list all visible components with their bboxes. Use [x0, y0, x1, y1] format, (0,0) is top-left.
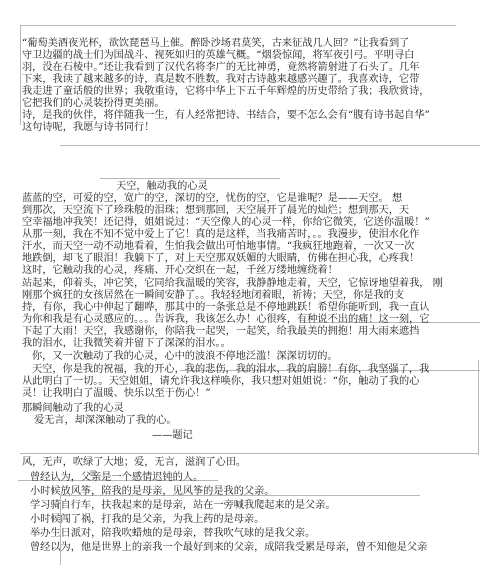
essay-title: 天空，触动我的心灵: [116, 181, 208, 192]
guide-rule: [20, 453, 478, 454]
text-line: 学习骑自行车，扶我起来的是母亲，站在一旁喊我爬起来的是父亲。: [30, 500, 336, 511]
text-line: 地跌倒，却飞了眼泪！我躺下了，对上天空那双妖媚的大眼睛，仿佛在担心我，心疼我！: [22, 253, 420, 264]
text-line: 持，有你，我心中伸起了翻哗，那其中的一条张总是不停地跳跃！希望你能听到，我一直认: [22, 302, 430, 313]
guide-rule: [20, 25, 21, 125]
guide-rule: [100, 178, 280, 179]
text-line: 这句诗呢，我愿与诗书同行！: [22, 122, 155, 133]
poem-line: 爱无言，却深深触动了我的心。: [34, 415, 177, 426]
text-line: 曾经认为，父亲是一个感情迟钝的人。: [30, 472, 204, 483]
text-line: 小时候放风筝，陪我的是母亲，见风筝的是我的父亲。: [30, 486, 275, 497]
poem-title: 那瞬间触动了我的心灵: [22, 403, 124, 414]
text-line: 这时，它触动我的心灵，疼痛、开心交织在一起，千丝万缕地缠绕着！: [22, 265, 338, 276]
text-line: 你，又一次触动了我的心灵，心中的波浪不停地泛滥！深深切切的。: [32, 351, 338, 362]
text-line: 下起了大雨！天空，我感谢你，你陪我一起哭，一起笑，给我最美的拥抱！用大雨来遮挡: [22, 326, 420, 337]
text-line: 诗，是我的伙伴，将伴随我一生，有人经常把诗、书结合，要不怎么会有“腹有诗书起自华”: [22, 110, 430, 121]
text-line: 从那一刻，我在不知不觉中爱上了它！真的是这样，当我痛苦时，。。我漫步，使泪水化作: [22, 229, 420, 240]
text-line: 守卫边疆的战士们为国战斗、视死如归的英雄气概。“烟袋惊闻，将军夜引弓。平明寻白: [22, 50, 415, 61]
text-line: 空幸福地冲我笑！还记得，姐姐说过：“天空像人的心灵一样，你给它微笑，它送你温暖！”: [22, 217, 430, 228]
text-line: 灵！让我明白了温暖、快乐以至于伤心！”: [22, 388, 211, 399]
text-line: 举办生日派对，陪我吹蜡烛的是母亲，替我吹气球的是我父亲。: [30, 528, 316, 539]
text-line: 汗水，而天空一动不动地看着，生怕我会做出可怕地事情。“我疯狂地跑着，一次又一次: [22, 241, 415, 252]
text-line: 羽，没在石棱中。”还让我看到了汉代名将李广的无比神勇，竟然将箭射进了石头了。几年: [22, 62, 420, 73]
text-line: 天空，你是我的祝福，我的开心，我的悲伤，我的泪水，我的肩膀！有你，我坚强了，我: [32, 364, 430, 375]
text-line: 从此明白了一切。。天空姐姐，请允许我这样唤你，我只想对姐姐说：“你，触动了我的心: [22, 376, 420, 387]
text-line: 风，无声，吹绿了大地；爱，无言，滋润了心田。: [22, 457, 247, 468]
guide-rule: [20, 25, 456, 26]
text-line: 它把我们的心灵装扮得更美丽。: [22, 98, 165, 109]
text-line: 下来，我读了越来越多的诗，真是数不胜数。我对古诗越来越感兴趣了。我喜欢诗，它带: [22, 74, 420, 85]
text-line: 我的泪水，让我微笑着并留下了深深的泪水。。: [22, 338, 231, 349]
text-line: “葡萄美酒夜光杯，欲饮琵琶马上催。醉卧沙场君莫笑，古来征战几人回？”让我看到了: [22, 38, 410, 49]
guide-rule: [60, 145, 480, 146]
epigraph-attribution: ——题记: [152, 430, 193, 441]
text-line: 我走进了童话般的世界；我敬重诗，它将中华上下五千年辉煌的历史带给了我；我欣赏诗，: [22, 86, 430, 97]
text-line: 为你和我是有心灵感应的。。。告诉我，我该怎么办！心很疼，有种说不出的痛！这一刻，它: [22, 314, 430, 325]
guide-rule: [478, 360, 479, 455]
text-line: 刚那个疯狂的女孩居然在一瞬间安静了。。我轻轻地闭着眼，祈祷；天空，你是我的支: [22, 290, 405, 301]
text-line: 站起来，仰着头，冲它笑，它同给我温暖的笑容，我静静地走着，天空，它惊讶地望着我， 刚: [22, 278, 443, 289]
text-line: 蓝蓝的空，可爱的空，宽广的空，深切的空，忧伤的空，它是谁呢？是——天空。 想: [22, 193, 403, 204]
text-line: 曾经以为，他是世界上的亲我一个最好到来的父亲，成陪我受累是母亲，曾不知他是父亲: [30, 542, 428, 553]
text-line: 小时候闯了祸，打我的是父亲，为我上药的是母亲。: [30, 514, 265, 525]
text-line: 到那次，天空流下了珍珠般的泪珠；想到那回，天空展开了晨光的灿烂；想到那天，天: [22, 205, 410, 216]
